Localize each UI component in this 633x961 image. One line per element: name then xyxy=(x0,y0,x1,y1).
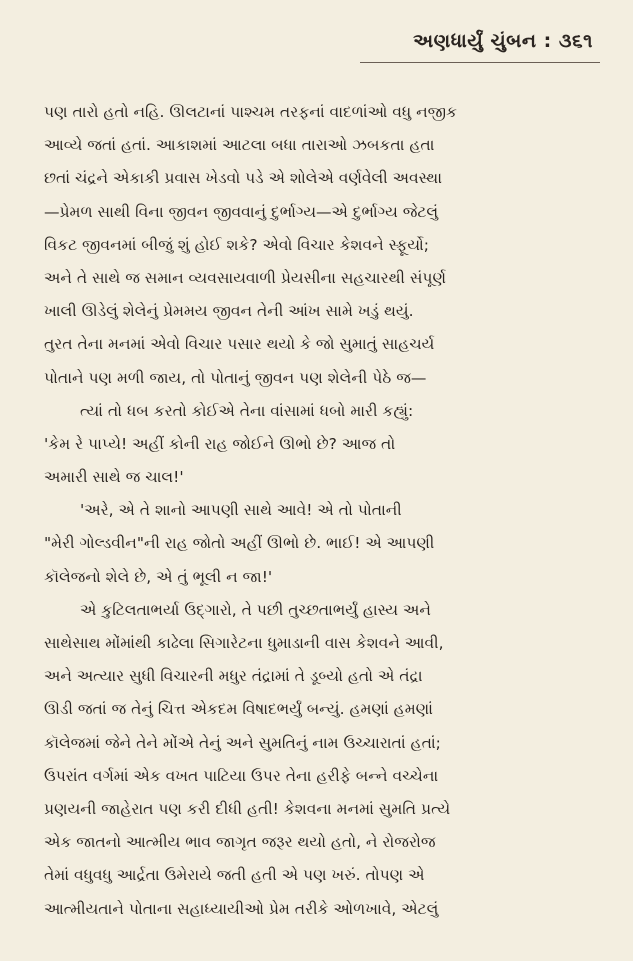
text-line: પણ તારો હતો નહિ. ઊલટાનાં પાશ્ચમ તરફનાં વાદળાંઓ વધુ નજીક xyxy=(44,103,457,121)
text-line: અને અત્યાર સુધી વિચારની મધુર તંદ્રામાં તે ડૂબ્યો હતો એ તંદ્રા xyxy=(44,667,423,686)
running-header: અણધાર્યું ચુંબન : ૩૬૧ xyxy=(413,30,593,52)
text-line: ખાલી ઊડેલું શેલેનું પ્રેમમય જીવન તેની આંખ સામે ખડું થયું. xyxy=(44,302,414,321)
text-line: 'અરે, એ તે શાનો આપણી સાથે આવે! એ તો પોતાની xyxy=(80,501,402,520)
text-line: "મેરી ગોલ્ડવીન"ની રાહ જોતો અહીં ઊભો છે. ભાઈ! એ આપણી xyxy=(44,534,435,553)
text-line: પોતાને પણ મળી જાય, તો પોતાનું જીવન પણ શેલેની પેઠે જ— xyxy=(44,368,427,387)
text-line: સાથેસાથ મોંમાંથી કાઢેલા સિગારેટના ધુમાડાની વાસ કેશવને આવી, xyxy=(44,634,444,652)
text-line: કૉલેજમાં જેને તેને મોંએ તેનું અને સુમતિનું નામ ઉચ્ચારાતાં હતાં; xyxy=(44,733,441,752)
text-line: અમારી સાથે જ ચાલ!' xyxy=(44,468,184,487)
body-text xyxy=(44,96,604,926)
text-line: આવ્યે જતાં હતાં. આકાશમાં આટલા બધા તારાઓ ઝબકતા હતા xyxy=(44,136,435,155)
text-line: વિકટ જીવનમાં બીજું શું હોઈ શકે? એવો વિચાર કેશવને સ્ફૂર્યો; xyxy=(44,235,429,254)
text-line: ઉપરાંત વર્ગમાં એક વખત પાટિયા ઉપર તેના હરીફે બન્ને વચ્ચેના xyxy=(44,766,439,785)
header-rule xyxy=(360,62,600,63)
text-line: ત્યાં તો ધબ કરતો કોઈએ તેના વાંસામાં ધબો મારી કહ્યું: xyxy=(80,401,414,420)
text-line: ઊડી જતાં જ તેનું ચિત્ત એકદમ વિષાદભર્યું બન્યું. હમણાં હમણાં xyxy=(44,700,433,719)
text-line: છતાં ચંદ્રને એકાકી પ્રવાસ ખેડવો પડે એ શોલેએ વર્ણવેલી અવસ્થા xyxy=(44,169,442,188)
text-line: અને તે સાથે જ સમાન વ્યવસાયવાળી પ્રેયસીના સહચારથી સંપૂર્ણ xyxy=(44,268,446,287)
text-line: તેમાં વધુવધુ આર્દ્રતા ઉમેરાયે જતી હતી એ પણ ખરું. તોપણ એ xyxy=(44,866,425,885)
text-line: એ કુટિલતાભર્યા ઉદ્ગારો, તે પછી તુચ્છતાભર્યું હાસ્ય અને xyxy=(80,600,431,619)
text-line: એક જાતનો આત્મીય ભાવ જાગૃત જરૂર થયો હતો, ને રોજરોજ xyxy=(44,833,436,852)
text-line: —પ્રેમળ સાથી વિના જીવન જીવવાનું દુર્ભાગ્ય—એ દુર્ભાગ્ય જેટલું xyxy=(44,202,439,221)
text-line: આત્મીયતાને પોતાના સહાધ્યાયીઓ પ્રેમ તરીકે ઓળખાવે, એટલું xyxy=(44,899,439,918)
text-line: કૉલેજનો શેલે છે, એ તું ભૂલી ન જા!' xyxy=(44,567,273,586)
text-line: તુરત તેના મનમાં એવો વિચાર પસાર થયો કે જો સુમાતું સાહચર્ય xyxy=(44,335,435,354)
text-line: પ્રણયની જાહેરાત પણ કરી દીધી હતી! કેશવના મનમાં સુમતિ પ્રત્યે xyxy=(44,799,451,818)
text-line: 'કેમ રે પાપ્યે! અહીં કોની રાહ જોઈને ઊભો છે? આજ તો xyxy=(44,434,396,453)
